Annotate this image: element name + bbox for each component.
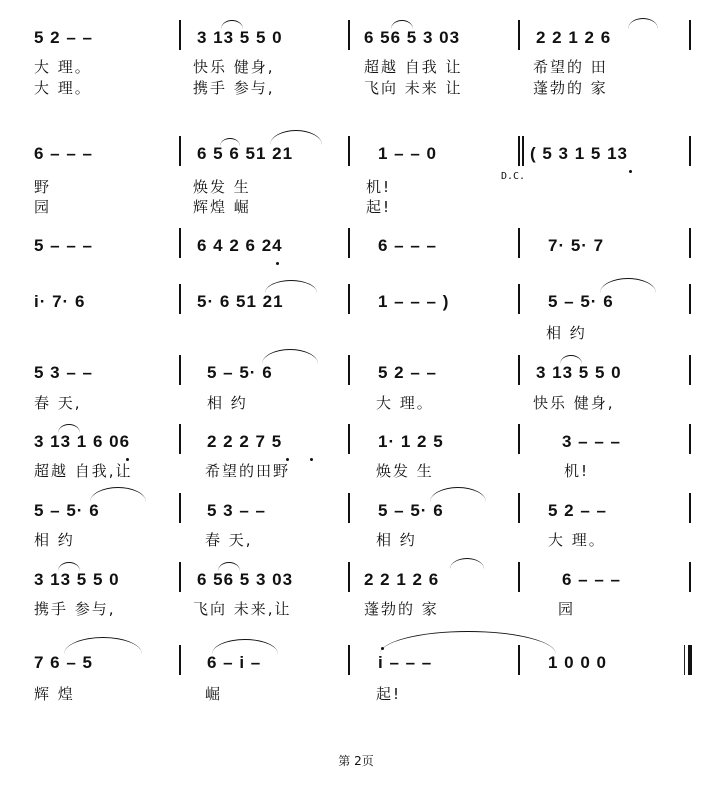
slur — [391, 20, 413, 29]
barline — [179, 562, 181, 592]
lyric-line: 大 理。 — [34, 79, 92, 97]
lyric-line: 春 天, — [34, 394, 82, 412]
measure-notes: 5 3 – – — [207, 501, 266, 520]
barline — [179, 424, 181, 454]
lyric-line: 蓬勃的 家 — [533, 79, 608, 97]
measure-notes: 2 2 1 2 6 — [364, 570, 440, 589]
lyric-line: 飞向 未来,让 — [193, 600, 292, 618]
slur — [430, 487, 486, 502]
measure-notes: 1 0 0 0 — [548, 653, 607, 672]
lyric-line: 相 约 — [34, 531, 75, 549]
measure-notes: 1· 1 2 5 — [378, 432, 444, 451]
measure-notes: i – – – — [378, 653, 433, 672]
measure-notes: 3 13 1 6 06 — [34, 432, 131, 451]
measure-notes: 6 – – – — [562, 570, 621, 589]
lyric-line: 机! — [366, 178, 392, 196]
measure-notes: i· 7· 6 — [34, 292, 86, 311]
lower-octave-dot — [276, 262, 279, 265]
barline — [348, 645, 350, 675]
slur — [90, 487, 146, 502]
lyric-line: 焕发 生 — [376, 462, 434, 480]
measure-notes: 5· 6 51 21 — [197, 292, 284, 311]
barline — [518, 284, 520, 314]
barline — [348, 228, 350, 258]
page-number: 第 2页 — [338, 754, 374, 768]
barline — [179, 645, 181, 675]
barline — [518, 562, 520, 592]
measure-notes: 3 13 5 5 0 — [536, 363, 622, 382]
lyric-line: 机! — [564, 462, 590, 480]
upper-octave-dot — [381, 647, 384, 650]
tie — [380, 631, 556, 654]
lyric-line: 起! — [366, 198, 392, 216]
barline — [522, 136, 524, 166]
slur — [628, 18, 658, 29]
slur — [220, 138, 240, 146]
lyric-line: 相 约 — [207, 394, 248, 412]
lyric-line: 野 — [34, 178, 52, 196]
measure-notes: ( 5 3 1 5 13 — [530, 144, 629, 163]
barline — [179, 493, 181, 523]
lyric-line: 春 天, — [205, 531, 253, 549]
measure-notes: 5 2 – – — [548, 501, 607, 520]
barline — [518, 228, 520, 258]
barline — [348, 562, 350, 592]
barline — [689, 136, 691, 166]
barline — [179, 20, 181, 50]
measure-notes: 6 56 5 3 03 — [364, 28, 461, 47]
measure-notes: 5 – – – — [34, 236, 93, 255]
dc-marking: D.C. — [501, 171, 526, 182]
barline — [689, 424, 691, 454]
barline — [179, 228, 181, 258]
lyric-line: 快乐 健身, — [533, 394, 615, 412]
barline — [689, 228, 691, 258]
final-barline-thin — [684, 645, 685, 675]
lyric-line: 辉 煌 — [34, 685, 75, 703]
barline — [348, 20, 350, 50]
barline — [348, 284, 350, 314]
lyric-line: 园 — [558, 600, 576, 618]
measure-notes: 5 – 5· 6 — [378, 501, 444, 520]
lyric-line: 相 约 — [376, 531, 417, 549]
barline — [689, 562, 691, 592]
lyric-line: 希望的田野 — [205, 462, 291, 480]
measure-notes: 5 2 – – — [34, 28, 93, 47]
measure-notes: 5 2 – – — [378, 363, 437, 382]
lyric-line: 快乐 健身, — [193, 58, 275, 76]
measure-notes: 6 4 2 6 24 — [197, 236, 283, 255]
measure-notes: 3 13 5 5 0 — [197, 28, 283, 47]
final-barline-thick — [688, 645, 692, 675]
slur — [218, 562, 240, 571]
lower-octave-dot — [629, 170, 632, 173]
barline — [518, 355, 520, 385]
measure-notes: 6 – – – — [378, 236, 437, 255]
barline — [348, 424, 350, 454]
slur — [64, 637, 142, 654]
lyric-line: 大 理。 — [548, 531, 606, 549]
lyric-line: 飞向 未来 让 — [364, 79, 463, 97]
measure-notes: 5 3 – – — [34, 363, 93, 382]
lyric-line: 焕发 生 — [193, 178, 251, 196]
measure-notes: 5 – 5· 6 — [34, 501, 100, 520]
measure-notes: 6 – – – — [34, 144, 93, 163]
measure-notes: 3 – – – — [562, 432, 621, 451]
slur — [450, 558, 484, 569]
barline — [518, 493, 520, 523]
measure-notes: 3 13 5 5 0 — [34, 570, 120, 589]
lyric-line: 携手 参与, — [34, 600, 116, 618]
barline — [518, 20, 520, 50]
barline — [689, 355, 691, 385]
slur — [600, 278, 656, 293]
barline — [179, 284, 181, 314]
measure-notes: 1 – – 0 — [378, 144, 437, 163]
slur — [58, 562, 80, 571]
lyric-line: 超越 自我 让 — [364, 58, 463, 76]
measure-notes: 7· 5· 7 — [548, 236, 605, 255]
lyric-line: 园 — [34, 198, 52, 216]
slur — [212, 639, 278, 654]
slur — [270, 130, 322, 145]
measure-notes: 5 – 5· 6 — [207, 363, 273, 382]
slur — [265, 280, 317, 293]
lyric-line: 超越 自我,让 — [34, 462, 133, 480]
measure-notes: 5 – 5· 6 — [548, 292, 614, 311]
lyric-line: 相 约 — [546, 324, 587, 342]
barline — [518, 136, 520, 166]
barline — [179, 355, 181, 385]
barline — [348, 355, 350, 385]
lower-octave-dot — [310, 458, 313, 461]
measure-notes: 6 56 5 3 03 — [197, 570, 294, 589]
slur — [58, 424, 80, 433]
lyric-line: 辉煌 崛 — [193, 198, 251, 216]
measure-notes: 2 2 2 7 5 — [207, 432, 283, 451]
barline — [689, 284, 691, 314]
barline — [348, 136, 350, 166]
slur — [560, 355, 582, 364]
lyric-line: 携手 参与, — [193, 79, 275, 97]
slur — [262, 349, 318, 364]
barline — [689, 493, 691, 523]
measure-notes: 1 – – – ) — [378, 292, 450, 311]
measure-notes: 6 – i – — [207, 653, 262, 672]
lyric-line: 大 理。 — [376, 394, 434, 412]
lyric-line: 起! — [376, 685, 402, 703]
lyric-line: 希望的 田 — [533, 58, 608, 76]
measure-notes: 2 2 1 2 6 — [536, 28, 612, 47]
barline — [689, 20, 691, 50]
barline — [518, 424, 520, 454]
measure-notes: 7 6 – 5 — [34, 653, 93, 672]
lyric-line: 大 理。 — [34, 58, 92, 76]
barline — [348, 493, 350, 523]
barline — [179, 136, 181, 166]
lyric-line: 蓬勃的 家 — [364, 600, 439, 618]
measure-notes: 6 5 6 51 21 — [197, 144, 294, 163]
slur — [221, 20, 243, 29]
lyric-line: 崛 — [205, 685, 223, 703]
